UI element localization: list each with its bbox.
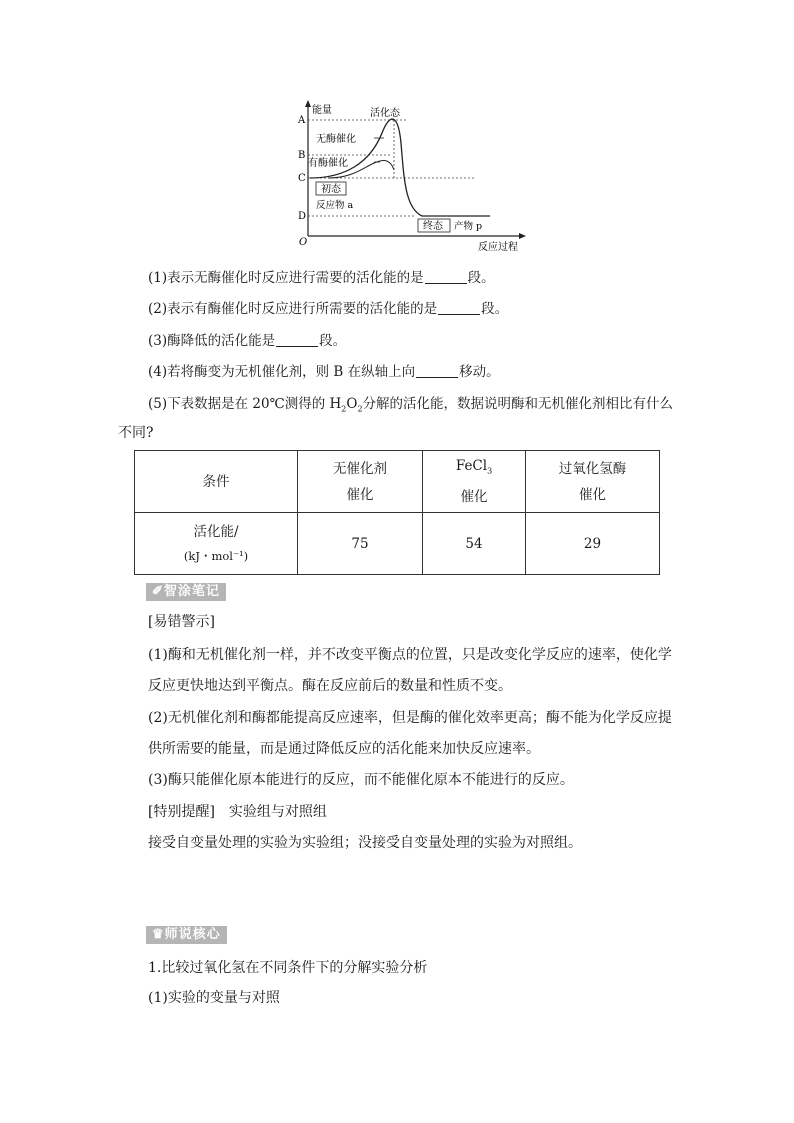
initial-state-label: 初态 (321, 184, 341, 195)
y-axis-label: 能量 (312, 105, 332, 116)
header-no-catalyst: 无催化剂 催化 (298, 451, 423, 513)
answer-blank-2[interactable] (438, 300, 480, 315)
origin-label: O (299, 237, 308, 248)
row-label-activation-energy: 活化能/ (kJ・mol⁻¹) (135, 513, 298, 575)
question-5-line-2: 不同? (118, 425, 154, 441)
reactant-label: 反应物 a (316, 200, 354, 211)
note-1-line-2: 反应更快地达到平衡点。酶在反应前后的数量和性质不变。 (148, 678, 512, 694)
level-a: A (298, 115, 306, 126)
level-b: B (298, 150, 306, 161)
answer-blank-4[interactable] (416, 363, 458, 378)
final-state-label: 终态 (423, 221, 443, 232)
special-tip-text: 接受自变量处理的实验为实验组；没接受自变量处理的实验为对照组。 (148, 835, 582, 851)
core-heading-2: (1)实验的变量与对照 (148, 990, 280, 1006)
header-condition: 条件 (135, 451, 298, 513)
question-2: (2)表示有酶催化时反应进行所需要的活化能的是 段。 (148, 301, 509, 317)
value-no-catalyst: 75 (298, 513, 423, 575)
answer-blank-3[interactable] (276, 332, 318, 347)
header-fecl3: FeCl$_3$ 催化 (423, 451, 526, 513)
question-4: (4)若将酶变为无机催化剂，则 B 在纵轴上向 移动。 (148, 364, 500, 380)
x-axis-label: 反应过程 (478, 242, 518, 253)
value-catalase: 29 (526, 513, 660, 575)
error-warning-heading: [易错警示] (148, 614, 215, 630)
note-2-line-2: 供所需要的能量，而是通过降低反应的活化能来加快反应速率。 (148, 741, 540, 757)
special-tip-heading: [特别提醒] 实验组与对照组 (148, 804, 327, 820)
answer-blank-1[interactable] (425, 269, 467, 284)
note-3: (3)酶只能催化原本能进行的反应，而不能催化原本不能进行的反应。 (148, 772, 574, 788)
core-heading-1: 1.比较过氧化氢在不同条件下的分解实验分析 (148, 960, 428, 976)
enzyme-label: 有酶催化 (308, 158, 348, 169)
level-c: C (298, 173, 306, 184)
energy-diagram (290, 98, 540, 256)
activated-state-label: 活化态 (370, 108, 400, 119)
core-badge: ♛师说核心 (146, 926, 227, 944)
notes-badge: ✐智涂笔记 (146, 583, 226, 601)
question-3: (3)酶降低的活化能是 段。 (148, 333, 347, 349)
value-fecl3: 54 (423, 513, 526, 575)
header-catalase: 过氧化氢酶 催化 (526, 451, 660, 513)
level-d: D (298, 211, 307, 222)
note-2-line-1: (2)无机催化剂和酶都能提高反应速率，但是酶的催化效率更高；酶不能为化学反应提 (148, 710, 672, 726)
no-enzyme-label: 无酶催化 (316, 134, 356, 145)
activation-energy-table (134, 450, 660, 575)
note-1-line-1: (1)酶和无机催化剂一样，并不改变平衡点的位置，只是改变化学反应的速率，使化学 (148, 647, 672, 663)
product-label: 产物 p (454, 221, 483, 232)
question-5: (5)下表数据是在 20℃测得的 $H_2O_2$分解的活化能，数据说明酶和无机催化剂相比有什么 (148, 396, 674, 414)
question-1: (1)表示无酶催化时反应进行需要的活化能的是 段。 (148, 270, 495, 286)
